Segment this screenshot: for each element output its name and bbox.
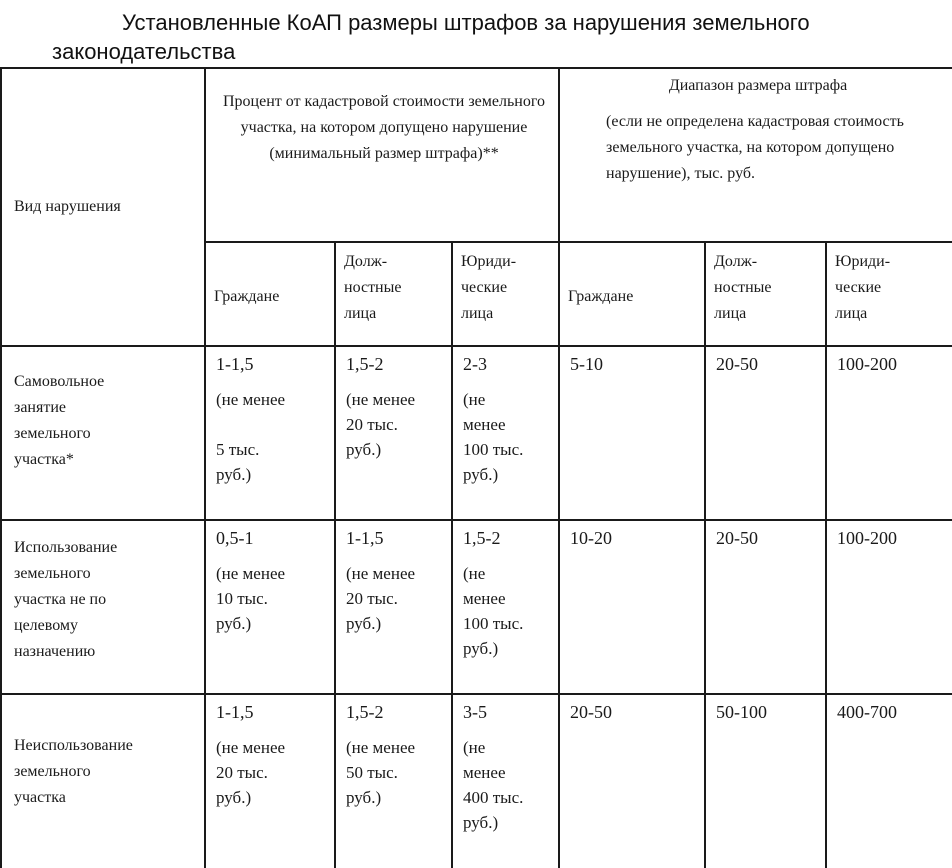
range-group-header: [559, 68, 952, 242]
cell-percent-officials: [335, 346, 452, 520]
cell-range-legal: 400-700: [826, 694, 952, 868]
cell-percent-officials: [335, 694, 452, 868]
row-violation-label: Неиспользование земельного участка: [1, 694, 205, 868]
min-fine-note: (не менее 5 тыс. руб.): [216, 390, 286, 484]
title-line-2: законодательства: [52, 39, 236, 64]
cell-range-citizens: 20-50: [559, 694, 705, 868]
violation-type-header-text: Вид нарушения: [14, 198, 121, 215]
min-fine-note: (не менее 50 тыс. руб.): [346, 738, 416, 807]
cell-percent-citizens: [205, 346, 335, 520]
min-fine-note: (не менее 100 тыс. руб.): [463, 390, 524, 484]
percent-value: 1,5-2: [346, 702, 384, 722]
percent-value: 1,5-2: [346, 354, 384, 374]
percent-value: 1-1,5: [216, 354, 254, 374]
cell-range-legal: 100-200: [826, 346, 952, 520]
min-fine-note: (не менее 20 тыс. руб.): [346, 564, 416, 633]
percent-group-header: [205, 68, 559, 242]
cell-percent-citizens: [205, 520, 335, 694]
min-fine-note: (не менее 20 тыс. руб.): [346, 390, 416, 459]
percent-value: 0,5-1: [216, 528, 254, 548]
min-fine-note: (не менее 100 тыс. руб.): [463, 564, 524, 658]
cell-range-citizens: 5-10: [559, 346, 705, 520]
document-title: [0, 0, 952, 68]
table-row: [1, 520, 952, 694]
percent-group-header-text: Процент от кадастровой стоимости земельного участка, на котором допущено нарушение (минимальный размер штрафа)**: [223, 93, 546, 162]
min-fine-note: (не менее 20 тыс. руб.): [216, 738, 286, 807]
subheader-percent-citizens: Граждане: [205, 242, 335, 346]
row-violation-label: Самовольное занятие земельного участка*: [1, 346, 205, 520]
subheader-range-officials: Долж- ностные лица: [705, 242, 826, 346]
percent-value: 1-1,5: [346, 528, 384, 548]
range-group-caption: Диапазон размера штрафа: [668, 77, 848, 94]
min-fine-note: (не менее 400 тыс. руб.): [463, 738, 524, 832]
cell-range-citizens: 10-20: [559, 520, 705, 694]
subheader-percent-officials: Долж- ностные лица: [335, 242, 452, 346]
row-violation-label: Использование земельного участка не по целевому назначению: [1, 520, 205, 694]
cell-range-officials: 50-100: [705, 694, 826, 868]
cell-range-officials: 20-50: [705, 346, 826, 520]
cell-percent-legal: [452, 346, 559, 520]
cell-range-officials: 20-50: [705, 520, 826, 694]
cell-percent-legal: [452, 520, 559, 694]
subheader-range-legal: Юриди- ческие лица: [826, 242, 952, 346]
cell-percent-officials: [335, 520, 452, 694]
percent-value: 1,5-2: [463, 528, 501, 548]
table-row: [1, 346, 952, 520]
cell-range-legal: 100-200: [826, 520, 952, 694]
percent-value: 3-5: [463, 702, 487, 722]
fines-table: [0, 67, 952, 868]
header-row-groups: [1, 68, 952, 242]
subheader-range-citizens: Граждане: [559, 242, 705, 346]
table-row: [1, 694, 952, 868]
title-line-1: Установленные КоАП размеры штрафов за нарушения земельного: [122, 10, 810, 35]
min-fine-note: (не менее 10 тыс. руб.): [216, 564, 286, 633]
range-group-body: (если не определена кадастровая стоимость земельного участка, на котором допущено нарушение), тыс. руб.: [606, 113, 904, 182]
subheader-percent-legal: Юриди- ческие лица: [452, 242, 559, 346]
violation-type-header: [1, 68, 205, 346]
cell-percent-citizens: [205, 694, 335, 868]
percent-value: 1-1,5: [216, 702, 254, 722]
cell-percent-legal: [452, 694, 559, 868]
percent-value: 2-3: [463, 354, 487, 374]
